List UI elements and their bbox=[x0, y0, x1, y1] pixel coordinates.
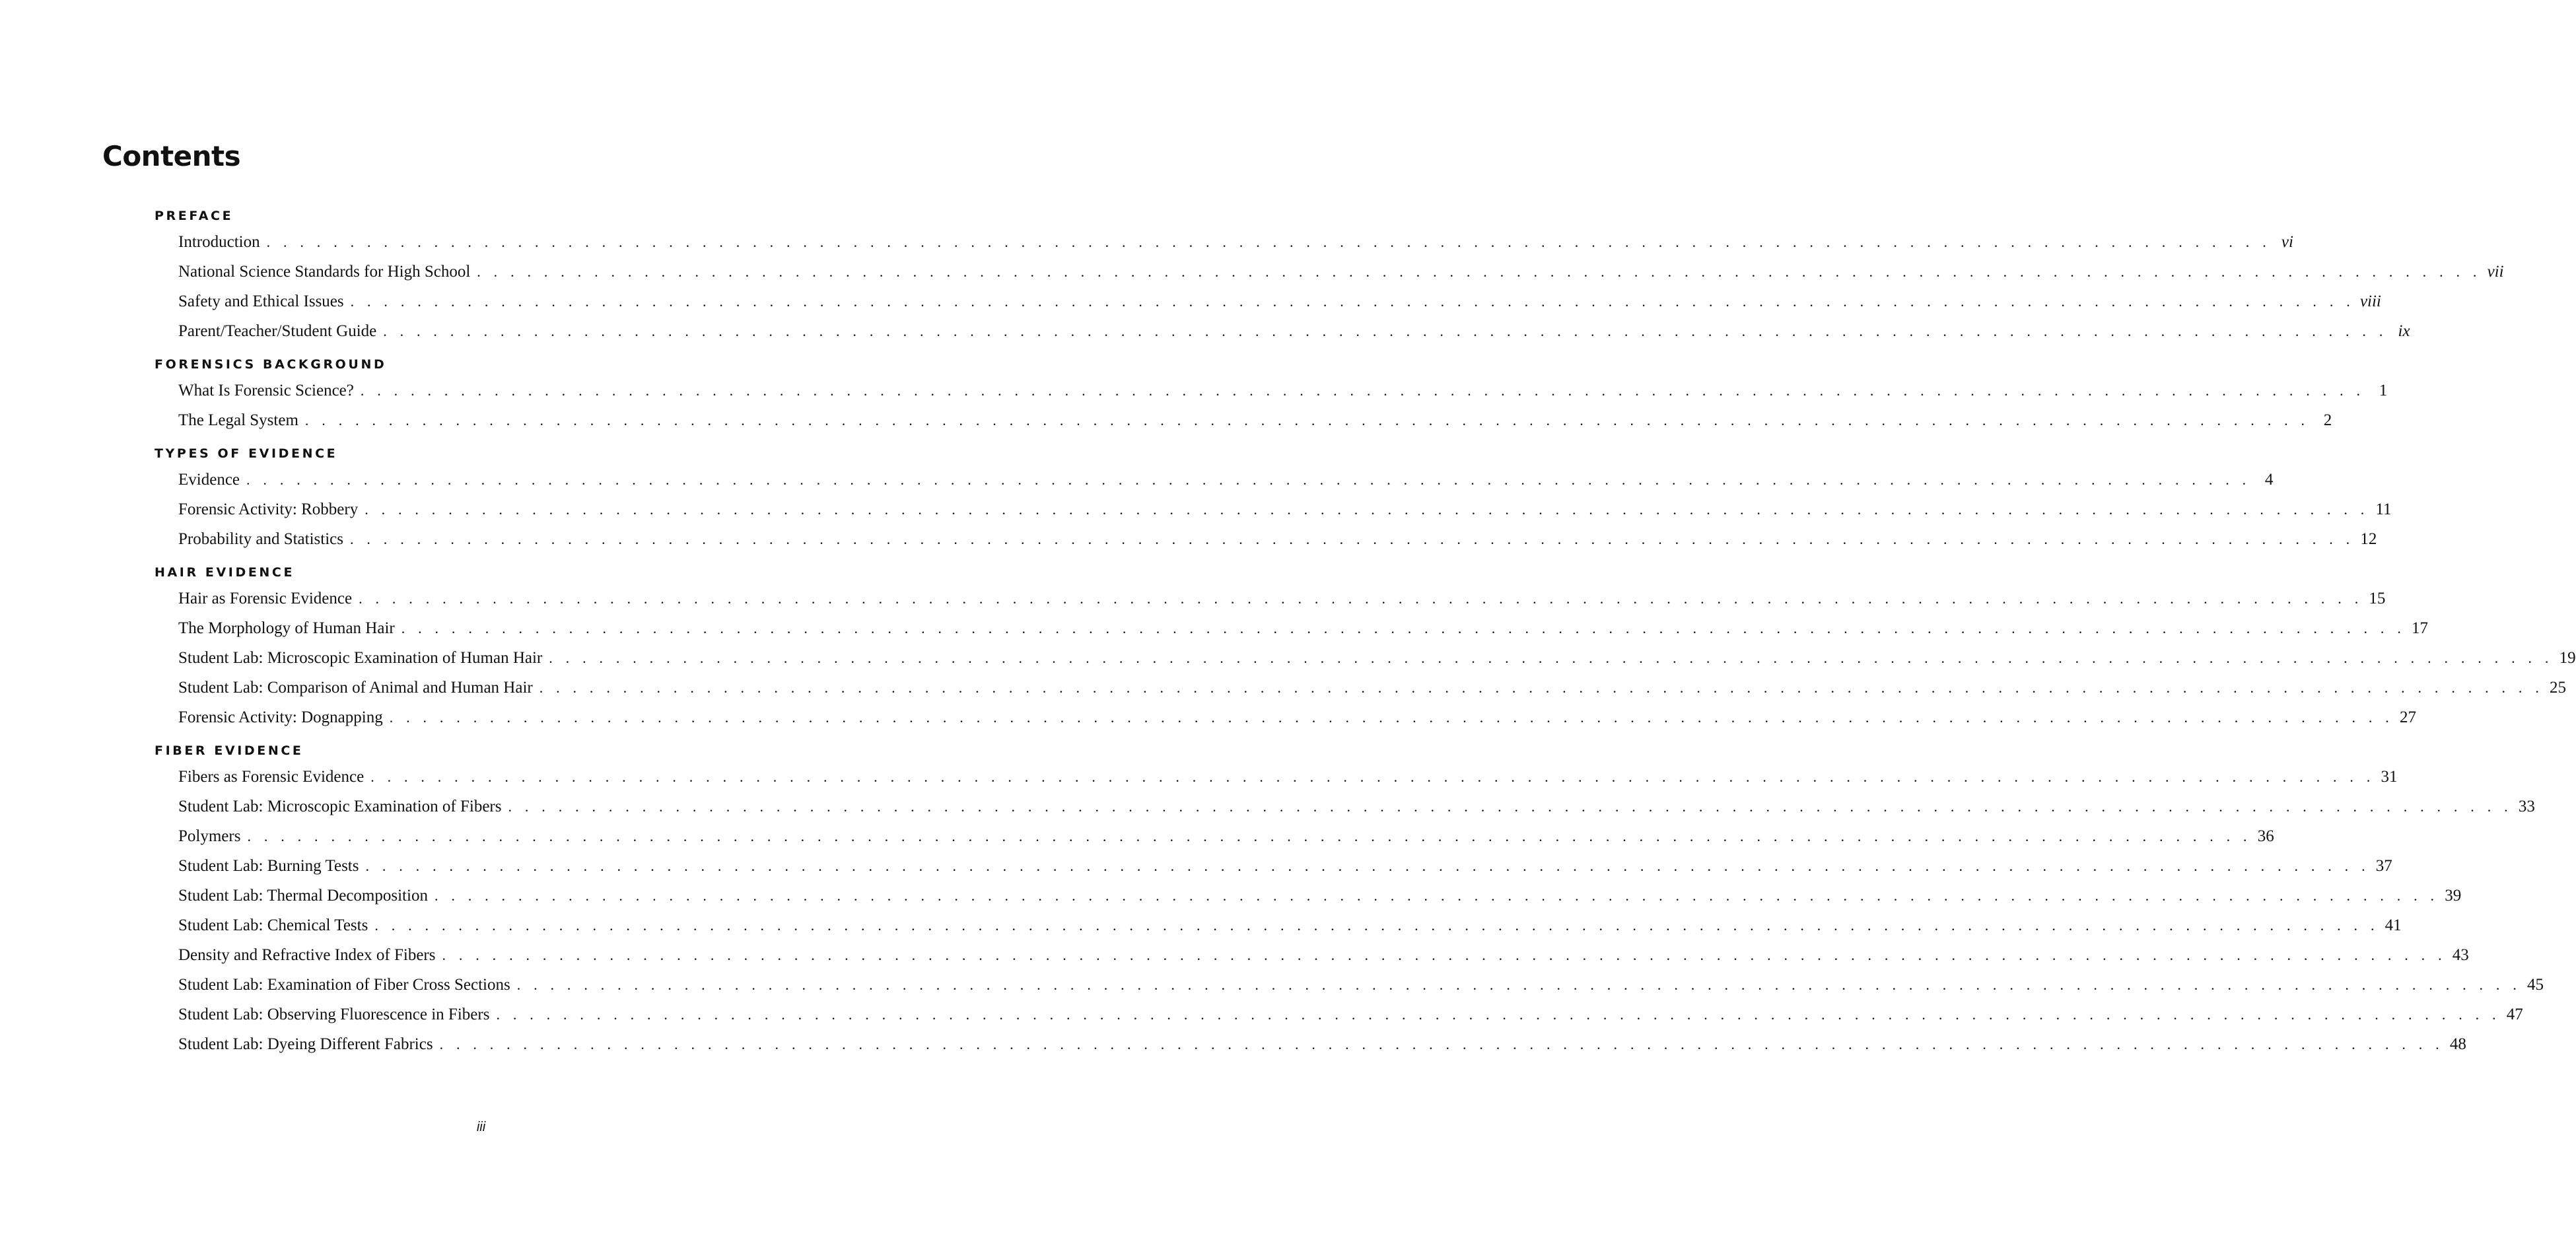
entry-title: Student Lab: Thermal Decomposition bbox=[178, 887, 428, 905]
entry-page-number: 39 bbox=[2445, 887, 2462, 905]
dot-leader: . . . . . . . . . . . . . . . . . . . . . . . . . . . . . . . . . . . . . . . . . . . . . . . . . . . . . . . . . . . . . . . . . . . . . . . . . . . . . . . . . . . . . . . . . . . . . . . . . . . . . . . . . . . . . . . . . . . . . . . . bbox=[508, 798, 2513, 815]
entry-page-number: 45 bbox=[2527, 976, 2544, 994]
section-heading: TYPES OF EVIDENCE bbox=[155, 446, 338, 461]
toc-entry[interactable] bbox=[178, 792, 2535, 821]
entry-title: National Science Standards for High School bbox=[178, 263, 471, 281]
dot-leader: . . . . . . . . . . . . . . . . . . . . . . . . . . . . . . . . . . . . . . . . . . . . . . . . . . . . . . . . . . . . . . . . . . . . . . . . . . . . . . . . . . . . . . . . . . . . . . . . . . . . . . . . . . . . . . . . . . . . . . . . bbox=[401, 620, 2406, 636]
section-heading: HAIR EVIDENCE bbox=[155, 565, 295, 580]
entry-page-number: 2 bbox=[2323, 411, 2332, 429]
toc-section bbox=[155, 206, 2504, 346]
dot-leader: . . . . . . . . . . . . . . . . . . . . . . . . . . . . . . . . . . . . . . . . . . . . . . . . . . . . . . . . . . . . . . . . . . . . . . . . . . . . . . . . . . . . . . . . . . . . . . . . . . . . . . . . . . . . . . . . . . . . . . . . bbox=[365, 858, 2370, 874]
toc-entry[interactable] bbox=[178, 287, 2381, 316]
toc-entry[interactable] bbox=[178, 257, 2504, 287]
entry-page-number: 4 bbox=[2264, 471, 2274, 489]
entry-title: Student Lab: Chemical Tests bbox=[178, 916, 368, 934]
toc-entry[interactable] bbox=[178, 1000, 2523, 1029]
toc-entry[interactable] bbox=[178, 524, 2377, 554]
entry-page-number: 17 bbox=[2412, 619, 2429, 637]
toc-entry[interactable] bbox=[178, 613, 2429, 643]
dot-leader: . . . . . . . . . . . . . . . . . . . . . . . . . . . . . . . . . . . . . . . . . . . . . . . . . . . . . . . . . . . . . . . . . . . . . . . . . . . . . . . . . . . . . . . . . . . . . . . . . . . . . . . . . . . . . . . . . . . . . . . . bbox=[370, 769, 2375, 785]
toc-entry[interactable] bbox=[178, 584, 2386, 613]
entry-page-number: 1 bbox=[2379, 382, 2388, 399]
entry-title: Forensic Activity: Dognapping bbox=[178, 708, 383, 726]
toc-entry[interactable] bbox=[178, 465, 2274, 495]
entry-title: Student Lab: Observing Fluorescence in Fibers bbox=[178, 1006, 490, 1023]
entry-title: Student Lab: Comparison of Animal and Human Hair bbox=[178, 679, 533, 697]
entry-page-number: 41 bbox=[2385, 916, 2402, 934]
dot-leader: . . . . . . . . . . . . . . . . . . . . . . . . . . . . . . . . . . . . . . . . . . . . . . . . . . . . . . . . . . . . . . . . . . . . . . . . . . . . . . . . . . . . . . . . . . . . . . . . . . . . . . . . . . . . . . . . . . . . . . . . bbox=[360, 382, 2365, 399]
entry-page-number: 31 bbox=[2381, 768, 2398, 786]
entry-title: What Is Forensic Science? bbox=[178, 382, 354, 399]
entry-title: Fibers as Forensic Evidence bbox=[178, 768, 365, 786]
dot-leader: . . . . . . . . . . . . . . . . . . . . . . . . . . . . . . . . . . . . . . . . . . . . . . . . . . . . . . . . . . . . . . . . . . . . . . . . . . . . . . . . . . . . . . . . . . . . . . . . . . . . . . . . . . . . . . . . . . . . . . . . bbox=[434, 887, 2439, 904]
toc-entry[interactable] bbox=[178, 940, 2469, 970]
toc-section bbox=[155, 563, 2576, 732]
dot-leader: . . . . . . . . . . . . . . . . . . . . . . . . . . . . . . . . . . . . . . . . . . . . . . . . . . . . . . . . . . . . . . . . . . . . . . . . . . . . . . . . . . . . . . . . . . . . . . . . . . . . . . . . . . . . . . . . . . . . . . . . bbox=[359, 590, 2363, 607]
entry-page-number: 48 bbox=[2449, 1035, 2466, 1053]
entry-title: Student Lab: Microscopic Examination of Human Hair bbox=[178, 649, 543, 667]
dot-leader: . . . . . . . . . . . . . . . . . . . . . . . . . . . . . . . . . . . . . . . . . . . . . . . . . . . . . . . . . . . . . . . . . . . . . . . . . . . . . . . . . . . . . . . . . . . . . . . . . . . . . . . . . . . . . . . . . . . . . . . . bbox=[350, 531, 2355, 547]
entry-title: Hair as Forensic Evidence bbox=[178, 590, 353, 607]
entry-page-number: vi bbox=[2281, 233, 2293, 251]
toc-section bbox=[155, 741, 2544, 1059]
entry-page-number: 15 bbox=[2369, 590, 2386, 607]
dot-leader: . . . . . . . . . . . . . . . . . . . . . . . . . . . . . . . . . . . . . . . . . . . . . . . . . . . . . . . . . . . . . . . . . . . . . . . . . . . . . . . . . . . . . . . . . . . . . . . . . . . . . . . . . . . . . . . . . . . . . . . . bbox=[477, 263, 2482, 280]
dot-leader: . . . . . . . . . . . . . . . . . . . . . . . . . . . . . . . . . . . . . . . . . . . . . . . . . . . . . . . . . . . . . . . . . . . . . . . . . . . . . . . . . . . . . . . . . . . . . . . . . . . . . . . . . . . . . . . . . . . . . . . . bbox=[389, 709, 2394, 726]
toc-entry[interactable] bbox=[178, 821, 2274, 851]
dot-leader: . . . . . . . . . . . . . . . . . . . . . . . . . . . . . . . . . . . . . . . . . . . . . . . . . . . . . . . . . . . . . . . . . . . . . . . . . . . . . . . . . . . . . . . . . . . . . . . . . . . . . . . . . . . . . . . . . . . . . . . . bbox=[350, 293, 2355, 310]
entry-title: Introduction bbox=[178, 233, 260, 251]
dot-leader: . . . . . . . . . . . . . . . . . . . . . . . . . . . . . . . . . . . . . . . . . . . . . . . . . . . . . . . . . . . . . . . . . . . . . . . . . . . . . . . . . . . . . . . . . . . . . . . . . . . . . . . . . . . . . . . . . . . . . . . . bbox=[496, 1006, 2501, 1023]
entry-title: Student Lab: Microscopic Examination of Fibers bbox=[178, 798, 502, 815]
dot-leader: . . . . . . . . . . . . . . . . . . . . . . . . . . . . . . . . . . . . . . . . . . . . . . . . . . . . . . . . . . . . . . . . . . . . . . . . . . . . . . . . . . . . . . . . . . . . . . . . . . . . . . . . . . . . . . . . . . . . . . . . bbox=[246, 471, 2251, 488]
toc-entry[interactable] bbox=[178, 762, 2398, 792]
entry-page-number: 37 bbox=[2375, 857, 2392, 875]
dot-leader: . . . . . . . . . . . . . . . . . . . . . . . . . . . . . . . . . . . . . . . . . . . . . . . . . . . . . . . . . . . . . . . . . . . . . . . . . . . . . . . . . . . . . . . . . . . . . . . . . . . . . . . . . . . . . . . . . . . . . . . . bbox=[365, 501, 2369, 518]
toc-entry[interactable] bbox=[178, 495, 2392, 524]
entry-title: Student Lab: Dyeing Different Fabrics bbox=[178, 1035, 433, 1053]
dot-leader: . . . . . . . . . . . . . . . . . . . . . . . . . . . . . . . . . . . . . . . . . . . . . . . . . . . . . . . . . . . . . . . . . . . . . . . . . . . . . . . . . . . . . . . . . . . . . . . . . . . . . . . . . . . . . . . . . . . . . . . . bbox=[439, 1036, 2444, 1052]
dot-leader: . . . . . . . . . . . . . . . . . . . . . . . . . . . . . . . . . . . . . . . . . . . . . . . . . . . . . . . . . . . . . . . . . . . . . . . . . . . . . . . . . . . . . . . . . . . . . . . . . . . . . . . . . . . . . . . . . . . . . . . . bbox=[516, 977, 2522, 993]
entry-page-number: vii bbox=[2487, 263, 2504, 281]
toc-entry[interactable] bbox=[178, 376, 2388, 405]
dot-leader: . . . . . . . . . . . . . . . . . . . . . . . . . . . . . . . . . . . . . . . . . . . . . . . . . . . . . . . . . . . . . . . . . . . . . . . . . . . . . . . . . . . . . . . . . . . . . . . . . . . . . . . . . . . . . . . . . . . . . . . . bbox=[266, 234, 2271, 250]
entry-page-number: 12 bbox=[2360, 530, 2377, 548]
toc-entry[interactable] bbox=[178, 673, 2567, 703]
section-heading: PREFACE bbox=[155, 209, 234, 223]
dot-leader: . . . . . . . . . . . . . . . . . . . . . . . . . . . . . . . . . . . . . . . . . . . . . . . . . . . . . . . . . . . . . . . . . . . . . . . . . . . . . . . . . . . . . . . . . . . . . . . . . . . . . . . . . . . . . . . . . . . . . . . . bbox=[539, 679, 2544, 696]
entry-title: Parent/Teacher/Student Guide bbox=[178, 322, 377, 340]
entry-page-number: 43 bbox=[2452, 946, 2469, 964]
toc-entry[interactable] bbox=[178, 970, 2544, 1000]
dot-leader: . . . . . . . . . . . . . . . . . . . . . . . . . . . . . . . . . . . . . . . . . . . . . . . . . . . . . . . . . . . . . . . . . . . . . . . . . . . . . . . . . . . . . . . . . . . . . . . . . . . . . . . . . . . . . . . . . . . . . . . . bbox=[549, 650, 2554, 666]
toc-entry[interactable] bbox=[178, 227, 2293, 257]
toc-entry[interactable] bbox=[178, 405, 2332, 435]
entry-title: Density and Refractive Index of Fibers bbox=[178, 946, 436, 964]
dot-leader: . . . . . . . . . . . . . . . . . . . . . . . . . . . . . . . . . . . . . . . . . . . . . . . . . . . . . . . . . . . . . . . . . . . . . . . . . . . . . . . . . . . . . . . . . . . . . . . . . . . . . . . . . . . . . . . . . . . . . . . . bbox=[442, 947, 2447, 963]
toc-entry[interactable] bbox=[178, 1029, 2466, 1059]
section-heading: FORENSICS BACKGROUND bbox=[155, 357, 387, 372]
entry-page-number: 27 bbox=[2400, 708, 2417, 726]
entry-title: Probability and Statistics bbox=[178, 530, 343, 548]
entry-page-number: ix bbox=[2398, 322, 2410, 340]
entry-title: Evidence bbox=[178, 471, 240, 489]
entry-page-number: 33 bbox=[2518, 798, 2535, 815]
entry-page-number: 36 bbox=[2257, 827, 2274, 845]
entry-title: Student Lab: Burning Tests bbox=[178, 857, 359, 875]
dot-leader: . . . . . . . . . . . . . . . . . . . . . . . . . . . . . . . . . . . . . . . . . . . . . . . . . . . . . . . . . . . . . . . . . . . . . . . . . . . . . . . . . . . . . . . . . . . . . . . . . . . . . . . . . . . . . . . . . . . . . . . . bbox=[304, 412, 2310, 429]
dot-leader: . . . . . . . . . . . . . . . . . . . . . . . . . . . . . . . . . . . . . . . . . . . . . . . . . . . . . . . . . . . . . . . . . . . . . . . . . . . . . . . . . . . . . . . . . . . . . . . . . . . . . . . . . . . . . . . . . . . . . . . . bbox=[374, 917, 2379, 934]
entry-page-number: 47 bbox=[2506, 1006, 2523, 1023]
toc-entry[interactable] bbox=[178, 643, 2576, 673]
table-of-contents bbox=[155, 206, 2576, 1068]
toc-entry[interactable] bbox=[178, 316, 2410, 346]
toc-entry[interactable] bbox=[178, 910, 2402, 940]
entry-page-number: 19 bbox=[2559, 649, 2576, 667]
toc-section bbox=[155, 355, 2388, 435]
toc-entry[interactable] bbox=[178, 703, 2417, 732]
entry-title: The Morphology of Human Hair bbox=[178, 619, 395, 637]
entry-title: Safety and Ethical Issues bbox=[178, 292, 344, 310]
entry-title: Student Lab: Examination of Fiber Cross Sections bbox=[178, 976, 510, 994]
entry-page-number: 25 bbox=[2550, 679, 2567, 697]
section-heading: FIBER EVIDENCE bbox=[155, 743, 304, 758]
toc-section bbox=[155, 444, 2392, 554]
toc-entry[interactable] bbox=[178, 881, 2462, 910]
entry-title: The Legal System bbox=[178, 411, 298, 429]
entry-page-number: 11 bbox=[2375, 500, 2392, 518]
entry-title: Forensic Activity: Robbery bbox=[178, 500, 359, 518]
entry-page-number: viii bbox=[2359, 292, 2381, 310]
entry-title: Polymers bbox=[178, 827, 241, 845]
toc-entry[interactable] bbox=[178, 851, 2392, 881]
dot-leader: . . . . . . . . . . . . . . . . . . . . . . . . . . . . . . . . . . . . . . . . . . . . . . . . . . . . . . . . . . . . . . . . . . . . . . . . . . . . . . . . . . . . . . . . . . . . . . . . . . . . . . . . . . . . . . . . . . . . . . . . bbox=[247, 828, 2252, 844]
dot-leader: . . . . . . . . . . . . . . . . . . . . . . . . . . . . . . . . . . . . . . . . . . . . . . . . . . . . . . . . . . . . . . . . . . . . . . . . . . . . . . . . . . . . . . . . . . . . . . . . . . . . . . . . . . . . . . . . . . . . . . . . bbox=[383, 323, 2388, 339]
page-title: Contents bbox=[102, 140, 241, 172]
page-number: iii bbox=[476, 1120, 486, 1134]
